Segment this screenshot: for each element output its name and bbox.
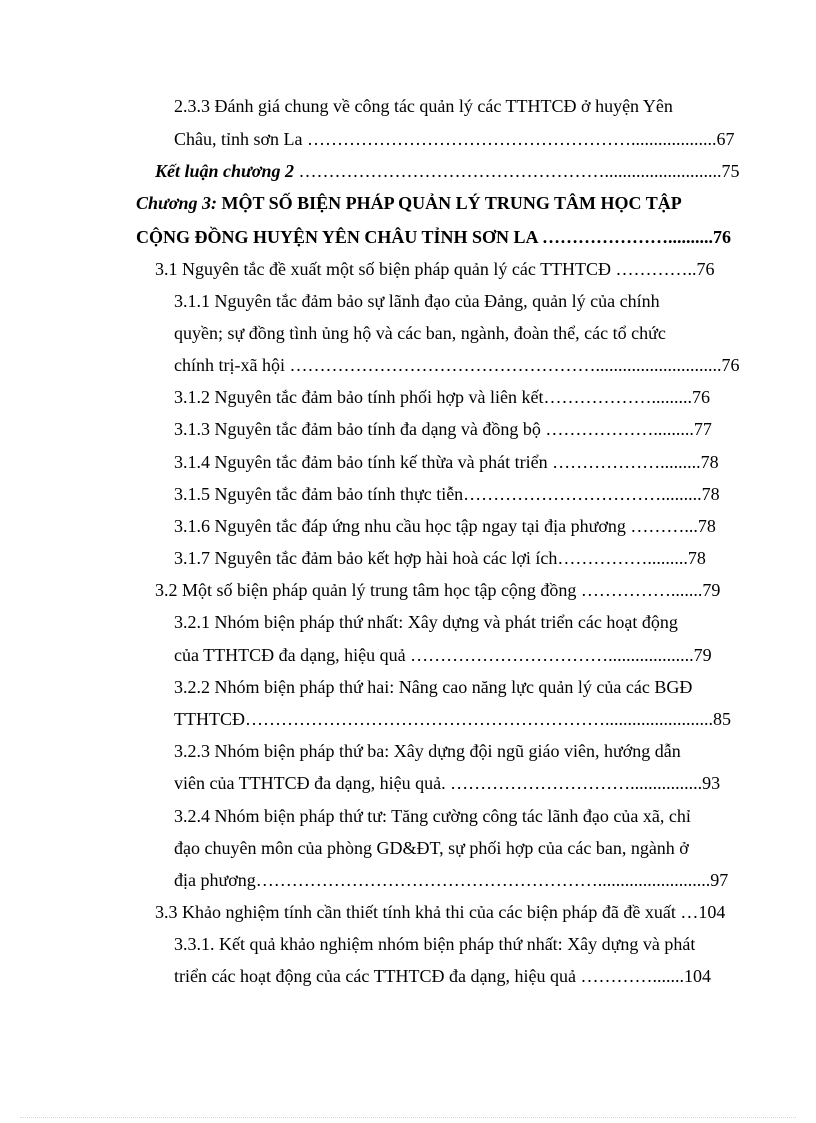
toc-entry-3-3: 3.3 Khảo nghiệm tính cần thiết tính khả thi của các biện pháp đã đề xuất …104 [155,902,726,922]
toc-entry-3-1-7: 3.1.7 Nguyên tắc đảm bảo kết hợp hài hoà các lợi ích…………….........78 [174,548,706,568]
toc-entry-3-3-1-cont: triển các hoạt động của các TTHTCĐ đa dạng, hiệu quả ………….......104 [174,966,712,986]
toc-entry-3-2-4: 3.2.4 Nhóm biện pháp thứ tư: Tăng cường công tác lãnh đạo của xã, chỉ [174,806,691,826]
toc-entry-3-1-5: 3.1.5 Nguyên tắc đảm bảo tính thực tiễn…………………………….........78 [174,484,720,504]
chapter2-conclusion-page: ……………………………………………..........................75 [293,161,740,181]
toc-entry-3-1-1: 3.1.1 Nguyên tắc đảm bảo sự lãnh đạo của Đảng, quản lý của chính [174,291,660,311]
page-bottom-rule [20,1117,796,1118]
toc-entry-3-2: 3.2 Một số biện pháp quản lý trung tâm học tập cộng đồng …………….......79 [155,580,721,600]
toc-entry-3-2-4-cont1: đạo chuyên môn của phòng GD&ĐT, sự phối hợp của các ban, ngành ở [174,838,689,858]
toc-entry-2-3-3: 2.3.3 Đánh giá chung về công tác quản lý các TTHTCĐ ở huyện Yên [174,96,673,116]
toc-entry-3-2-3-cont: viên của TTHTCĐ đa dạng, hiệu quả. …………………………................93 [174,773,721,793]
toc-entry-chapter3-cont: CỘNG ĐỒNG HUYỆN YÊN CHÂU TỈNH SƠN LA …………………..........76 [136,227,732,247]
toc-entry-3-1-6: 3.1.6 Nguyên tắc đáp ứng nhu cầu học tập ngay tại địa phương ………...78 [174,516,716,536]
toc-entry-2-3-3-cont: Châu, tỉnh sơn La ………………………………………………...................67 [174,129,735,149]
toc-entry-3-3-1: 3.3.1. Kết quả khảo nghiệm nhóm biện pháp thứ nhất: Xây dựng và phát [174,934,696,954]
chapter2-conclusion-title: Kết luận chương 2 [155,161,294,181]
toc-entry-3-2-1: 3.2.1 Nhóm biện pháp thứ nhất: Xây dựng và phát triển các hoạt động [174,612,678,632]
toc-entry-3-1-4: 3.1.4 Nguyên tắc đảm bảo tính kế thừa và phát triển ……………….........78 [174,452,719,472]
toc-entry-3-1: 3.1 Nguyên tắc đề xuất một số biện pháp quản lý các TTHTCĐ …………..76 [155,259,715,279]
chapter3-title: MỘT SỐ BIỆN PHÁP QUẢN LÝ TRUNG TÂM HỌC TẬP [216,193,682,213]
toc-entry-3-1-2: 3.1.2 Nguyên tắc đảm bảo tính phối hợp và liên kết……………….........76 [174,387,710,407]
toc-entry-3-2-2: 3.2.2 Nhóm biện pháp thứ hai: Nâng cao năng lực quản lý của các BGĐ [174,677,693,697]
toc-entry-3-2-3: 3.2.3 Nhóm biện pháp thứ ba: Xây dựng đội ngũ giáo viên, hướng dẫn [174,741,681,761]
toc-entry-chapter3 [136,192,682,214]
toc-entry-3-2-1-cont: của TTHTCĐ đa dạng, hiệu quả ……………………………...................79 [174,645,712,665]
toc-entry-3-1-1-cont1: quyền; sự đồng tình ủng hộ và các ban, ngành, đoàn thể, các tổ chức [174,323,666,343]
toc-entry-3-2-2-cont: TTHTCĐ……………………………………………………........................85 [174,709,731,729]
toc-entry-3-1-1-cont2: chính trị-xã hội ……………………………………………............................76 [174,355,740,375]
chapter3-label: Chương 3: [136,193,217,213]
toc-entry-3-2-4-cont2: địa phương………………………………………………….........................97 [174,870,729,890]
toc-entry-chapter2-conclusion [155,160,739,182]
toc-entry-3-1-3: 3.1.3 Nguyên tắc đảm bảo tính đa dạng và đồng bộ ……………….........77 [174,419,712,439]
